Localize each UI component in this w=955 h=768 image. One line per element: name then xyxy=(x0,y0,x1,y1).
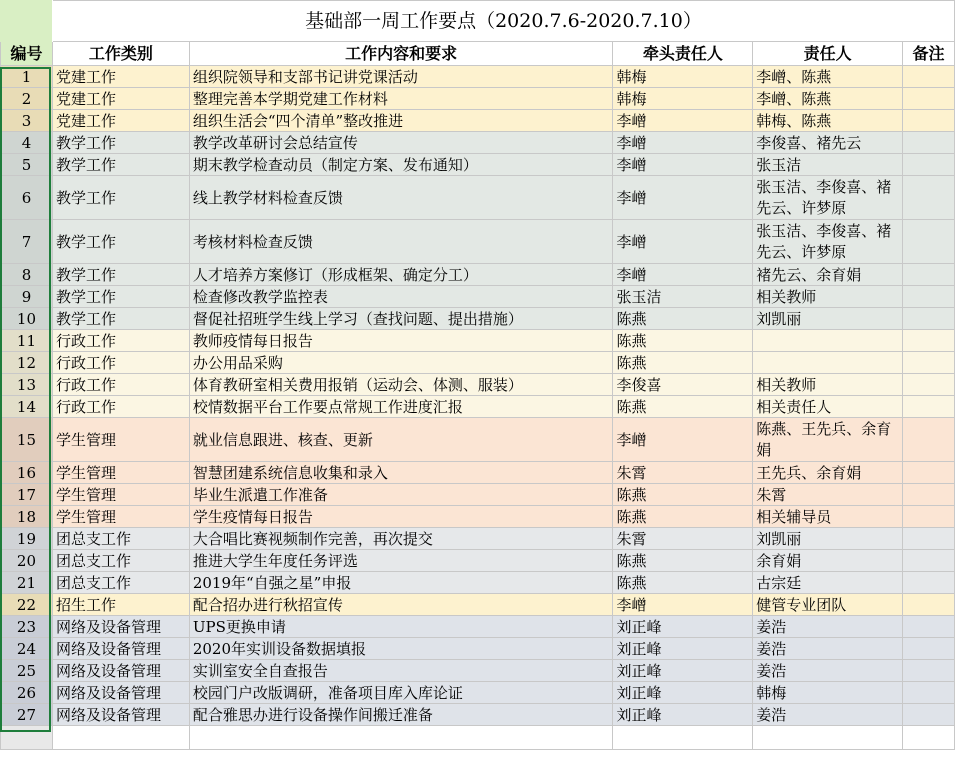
table-row xyxy=(1,220,955,264)
category-cell[interactable]: 团总支工作 xyxy=(52,572,189,594)
lead-cell[interactable]: 李嶒 xyxy=(613,418,753,462)
row-number-cell[interactable]: 20 xyxy=(1,550,53,572)
empty-row xyxy=(1,726,955,750)
row-number-cell[interactable]: 13 xyxy=(1,374,53,396)
lead-cell[interactable]: 刘正峰 xyxy=(613,616,753,638)
row-number-cell[interactable]: 23 xyxy=(1,616,53,638)
category-cell[interactable]: 行政工作 xyxy=(52,374,189,396)
lead-cell[interactable]: 朱霄 xyxy=(613,528,753,550)
category-cell[interactable]: 党建工作 xyxy=(52,88,189,110)
content-cell[interactable]: 2020年实训设备数据填报 xyxy=(189,638,613,660)
content-cell[interactable]: 毕业生派遣工作准备 xyxy=(189,484,613,506)
lead-cell[interactable]: 李俊喜 xyxy=(613,374,753,396)
lead-cell[interactable]: 李嶒 xyxy=(613,264,753,286)
content-cell[interactable]: 推进大学生年度任务评选 xyxy=(189,550,613,572)
category-cell[interactable]: 团总支工作 xyxy=(52,550,189,572)
lead-cell[interactable]: 陈燕 xyxy=(613,572,753,594)
content-cell[interactable]: 线上教学材料检查反馈 xyxy=(189,176,613,220)
category-cell[interactable]: 教学工作 xyxy=(52,132,189,154)
table-row xyxy=(1,66,955,88)
row-number-cell[interactable]: 16 xyxy=(1,462,53,484)
table-row xyxy=(1,638,955,660)
row-number-cell[interactable]: 6 xyxy=(1,176,53,220)
table-row xyxy=(1,110,955,132)
table-row xyxy=(1,660,955,682)
content-cell[interactable]: 实训室安全自查报告 xyxy=(189,660,613,682)
category-cell[interactable]: 网络及设备管理 xyxy=(52,638,189,660)
owners-cell[interactable] xyxy=(753,330,903,352)
content-cell[interactable]: 期末教学检查动员（制定方案、发布通知） xyxy=(189,154,613,176)
note-cell[interactable] xyxy=(903,66,955,88)
note-cell[interactable] xyxy=(903,220,955,264)
header-owners[interactable]: 责任人 xyxy=(753,42,903,66)
lead-cell[interactable]: 陈燕 xyxy=(613,330,753,352)
table-row xyxy=(1,264,955,286)
header-row xyxy=(1,42,955,66)
table-row xyxy=(1,682,955,704)
owners-cell[interactable]: 王先兵、余育娟 xyxy=(753,462,903,484)
row-number-cell[interactable]: 24 xyxy=(1,638,53,660)
row-number-cell[interactable]: 17 xyxy=(1,484,53,506)
header-content[interactable]: 工作内容和要求 xyxy=(189,42,613,66)
row-number-cell[interactable]: 12 xyxy=(1,352,53,374)
category-cell[interactable]: 学生管理 xyxy=(52,462,189,484)
table-row xyxy=(1,396,955,418)
owners-cell[interactable]: 陈燕、王先兵、余育娟 xyxy=(753,418,903,462)
category-cell[interactable]: 网络及设备管理 xyxy=(52,616,189,638)
owners-cell[interactable]: 刘凯丽 xyxy=(753,308,903,330)
table-row xyxy=(1,308,955,330)
category-cell[interactable]: 行政工作 xyxy=(52,352,189,374)
owners-cell[interactable]: 张玉洁 xyxy=(753,154,903,176)
lead-cell[interactable]: 李嶒 xyxy=(613,220,753,264)
owners-cell[interactable]: 李嶒、陈燕 xyxy=(753,66,903,88)
row-number-cell[interactable]: 18 xyxy=(1,506,53,528)
lead-cell[interactable]: 陈燕 xyxy=(613,484,753,506)
note-cell[interactable] xyxy=(903,132,955,154)
table-row xyxy=(1,418,955,462)
content-cell[interactable]: UPS更换申请 xyxy=(189,616,613,638)
content-cell[interactable]: 配合招办进行秋招宣传 xyxy=(189,594,613,616)
table-row xyxy=(1,286,955,308)
content-cell[interactable]: 2019年“自强之星”申报 xyxy=(189,572,613,594)
row-number-cell[interactable]: 4 xyxy=(1,132,53,154)
owners-cell[interactable]: 余育娟 xyxy=(753,550,903,572)
table-row xyxy=(1,352,955,374)
category-cell[interactable]: 团总支工作 xyxy=(52,528,189,550)
lead-cell[interactable]: 陈燕 xyxy=(613,308,753,330)
category-cell[interactable]: 网络及设备管理 xyxy=(52,704,189,726)
empty-cell[interactable] xyxy=(753,726,903,750)
lead-cell[interactable]: 李嶒 xyxy=(613,176,753,220)
note-cell[interactable] xyxy=(903,330,955,352)
note-cell[interactable] xyxy=(903,352,955,374)
row-number-cell[interactable]: 1 xyxy=(1,66,53,88)
header-note[interactable]: 备注 xyxy=(903,42,955,66)
owners-cell[interactable]: 褚先云、余育娟 xyxy=(753,264,903,286)
owners-cell[interactable]: 相关教师 xyxy=(753,286,903,308)
row-number-cell[interactable]: 19 xyxy=(1,528,53,550)
table-row xyxy=(1,616,955,638)
lead-cell[interactable]: 李嶒 xyxy=(613,110,753,132)
category-cell[interactable]: 网络及设备管理 xyxy=(52,660,189,682)
table-row xyxy=(1,704,955,726)
row-number-cell[interactable]: 2 xyxy=(1,88,53,110)
lead-cell[interactable]: 陈燕 xyxy=(613,396,753,418)
owners-cell[interactable]: 姜浩 xyxy=(753,638,903,660)
content-cell[interactable]: 人才培养方案修订（形成框架、确定分工） xyxy=(189,264,613,286)
content-cell[interactable]: 校情数据平台工作要点常规工作进度汇报 xyxy=(189,396,613,418)
category-cell[interactable]: 学生管理 xyxy=(52,418,189,462)
header-category[interactable]: 工作类别 xyxy=(52,42,189,66)
table-row xyxy=(1,88,955,110)
note-cell[interactable] xyxy=(903,660,955,682)
note-cell[interactable] xyxy=(903,484,955,506)
note-cell[interactable] xyxy=(903,704,955,726)
table-row xyxy=(1,330,955,352)
category-cell[interactable]: 教学工作 xyxy=(52,176,189,220)
note-cell[interactable] xyxy=(903,286,955,308)
table-row xyxy=(1,154,955,176)
lead-cell[interactable]: 韩梅 xyxy=(613,66,753,88)
category-cell[interactable]: 党建工作 xyxy=(52,66,189,88)
owners-cell[interactable]: 张玉洁、李俊喜、褚先云、许梦原 xyxy=(753,220,903,264)
owners-cell[interactable]: 相关责任人 xyxy=(753,396,903,418)
row-number-cell[interactable]: 7 xyxy=(1,220,53,264)
owners-cell[interactable]: 姜浩 xyxy=(753,660,903,682)
content-cell[interactable]: 教学改革研讨会总结宣传 xyxy=(189,132,613,154)
category-cell[interactable]: 网络及设备管理 xyxy=(52,682,189,704)
lead-cell[interactable]: 张玉洁 xyxy=(613,286,753,308)
table-row xyxy=(1,374,955,396)
lead-cell[interactable]: 陈燕 xyxy=(613,352,753,374)
row-number-cell[interactable]: 21 xyxy=(1,572,53,594)
lead-cell[interactable]: 李嶒 xyxy=(613,594,753,616)
table-row xyxy=(1,550,955,572)
lead-cell[interactable]: 李嶒 xyxy=(613,154,753,176)
row-number-cell[interactable]: 14 xyxy=(1,396,53,418)
empty-cell[interactable] xyxy=(52,726,189,750)
row-number-cell[interactable]: 9 xyxy=(1,286,53,308)
content-cell[interactable]: 大合唱比赛视频制作完善，再次提交 xyxy=(189,528,613,550)
empty-cell[interactable] xyxy=(1,726,53,750)
note-cell[interactable] xyxy=(903,418,955,462)
row-number-cell[interactable]: 15 xyxy=(1,418,53,462)
sheet-title[interactable]: 基础部一周工作要点（2020.7.6-2020.7.10） xyxy=(52,1,954,42)
category-cell[interactable]: 教学工作 xyxy=(52,264,189,286)
note-cell[interactable] xyxy=(903,506,955,528)
note-cell[interactable] xyxy=(903,594,955,616)
content-cell[interactable]: 学生疫情每日报告 xyxy=(189,506,613,528)
note-cell[interactable] xyxy=(903,396,955,418)
note-cell[interactable] xyxy=(903,616,955,638)
owners-cell[interactable]: 张玉洁、李俊喜、褚先云、许梦原 xyxy=(753,176,903,220)
owners-cell[interactable]: 健管专业团队 xyxy=(753,594,903,616)
lead-cell[interactable]: 李嶒 xyxy=(613,132,753,154)
category-cell[interactable]: 教学工作 xyxy=(52,220,189,264)
lead-cell[interactable]: 刘正峰 xyxy=(613,704,753,726)
category-cell[interactable]: 教学工作 xyxy=(52,154,189,176)
lead-cell[interactable]: 朱霄 xyxy=(613,462,753,484)
category-cell[interactable]: 教学工作 xyxy=(52,308,189,330)
note-cell[interactable] xyxy=(903,110,955,132)
row-number-cell[interactable]: 8 xyxy=(1,264,53,286)
note-cell[interactable] xyxy=(903,550,955,572)
owners-cell[interactable]: 李俊喜、褚先云 xyxy=(753,132,903,154)
table-row xyxy=(1,594,955,616)
note-cell[interactable] xyxy=(903,374,955,396)
empty-cell[interactable] xyxy=(613,726,753,750)
owners-cell[interactable]: 相关辅导员 xyxy=(753,506,903,528)
owners-cell[interactable]: 相关教师 xyxy=(753,374,903,396)
table-row xyxy=(1,506,955,528)
note-cell[interactable] xyxy=(903,176,955,220)
row-number-cell[interactable]: 26 xyxy=(1,682,53,704)
empty-cell[interactable] xyxy=(903,726,955,750)
note-cell[interactable] xyxy=(903,682,955,704)
category-cell[interactable]: 学生管理 xyxy=(52,506,189,528)
owners-cell[interactable]: 姜浩 xyxy=(753,616,903,638)
row-number-cell[interactable]: 10 xyxy=(1,308,53,330)
content-cell[interactable]: 组织院领导和支部书记讲党课活动 xyxy=(189,66,613,88)
category-cell[interactable]: 招生工作 xyxy=(52,594,189,616)
note-cell[interactable] xyxy=(903,264,955,286)
row-number-cell[interactable]: 11 xyxy=(1,330,53,352)
category-cell[interactable]: 学生管理 xyxy=(52,484,189,506)
content-cell[interactable]: 办公用品采购 xyxy=(189,352,613,374)
row-number-cell[interactable]: 25 xyxy=(1,660,53,682)
content-cell[interactable]: 检查修改教学监控表 xyxy=(189,286,613,308)
content-cell[interactable]: 组织生活会“四个清单”整改推进 xyxy=(189,110,613,132)
content-cell[interactable]: 督促社招班学生线上学习（查找问题、提出措施） xyxy=(189,308,613,330)
content-cell[interactable]: 就业信息跟进、核查、更新 xyxy=(189,418,613,462)
row-number-cell[interactable]: 22 xyxy=(1,594,53,616)
category-cell[interactable]: 教学工作 xyxy=(52,286,189,308)
owners-cell[interactable]: 韩梅、陈燕 xyxy=(753,110,903,132)
lead-cell[interactable]: 陈燕 xyxy=(613,550,753,572)
table-row xyxy=(1,132,955,154)
category-cell[interactable]: 行政工作 xyxy=(52,396,189,418)
lead-cell[interactable]: 刘正峰 xyxy=(613,660,753,682)
header-lead[interactable]: 牵头责任人 xyxy=(613,42,753,66)
header-no[interactable]: 编号 xyxy=(1,42,53,66)
note-cell[interactable] xyxy=(903,638,955,660)
content-cell[interactable]: 智慧团建系统信息收集和录入 xyxy=(189,462,613,484)
note-cell[interactable] xyxy=(903,88,955,110)
title-corner-cell[interactable] xyxy=(1,1,53,42)
owners-cell[interactable]: 朱霄 xyxy=(753,484,903,506)
category-cell[interactable]: 党建工作 xyxy=(52,110,189,132)
content-cell[interactable]: 配合雅思办进行设备操作间搬迁准备 xyxy=(189,704,613,726)
owners-cell[interactable]: 古宗廷 xyxy=(753,572,903,594)
table-row xyxy=(1,572,955,594)
note-cell[interactable] xyxy=(903,528,955,550)
lead-cell[interactable]: 刘正峰 xyxy=(613,638,753,660)
table-row xyxy=(1,528,955,550)
row-number-cell[interactable]: 27 xyxy=(1,704,53,726)
table-row xyxy=(1,462,955,484)
owners-cell[interactable]: 姜浩 xyxy=(753,704,903,726)
lead-cell[interactable]: 韩梅 xyxy=(613,88,753,110)
category-cell[interactable]: 行政工作 xyxy=(52,330,189,352)
note-cell[interactable] xyxy=(903,308,955,330)
table-row xyxy=(1,484,955,506)
owners-cell[interactable]: 刘凯丽 xyxy=(753,528,903,550)
content-cell[interactable]: 体育教研室相关费用报销（运动会、体测、服装） xyxy=(189,374,613,396)
owners-cell[interactable]: 韩梅 xyxy=(753,682,903,704)
content-cell[interactable]: 教师疫情每日报告 xyxy=(189,330,613,352)
empty-cell[interactable] xyxy=(189,726,613,750)
note-cell[interactable] xyxy=(903,462,955,484)
content-cell[interactable]: 整理完善本学期党建工作材料 xyxy=(189,88,613,110)
row-number-cell[interactable]: 3 xyxy=(1,110,53,132)
lead-cell[interactable]: 刘正峰 xyxy=(613,682,753,704)
note-cell[interactable] xyxy=(903,572,955,594)
note-cell[interactable] xyxy=(903,154,955,176)
owners-cell[interactable] xyxy=(753,352,903,374)
row-number-cell[interactable]: 5 xyxy=(1,154,53,176)
owners-cell[interactable]: 李嶒、陈燕 xyxy=(753,88,903,110)
content-cell[interactable]: 考核材料检查反馈 xyxy=(189,220,613,264)
lead-cell[interactable]: 陈燕 xyxy=(613,506,753,528)
title-row xyxy=(1,1,955,42)
table-row xyxy=(1,176,955,220)
content-cell[interactable]: 校园门户改版调研，准备项目库入库论证 xyxy=(189,682,613,704)
